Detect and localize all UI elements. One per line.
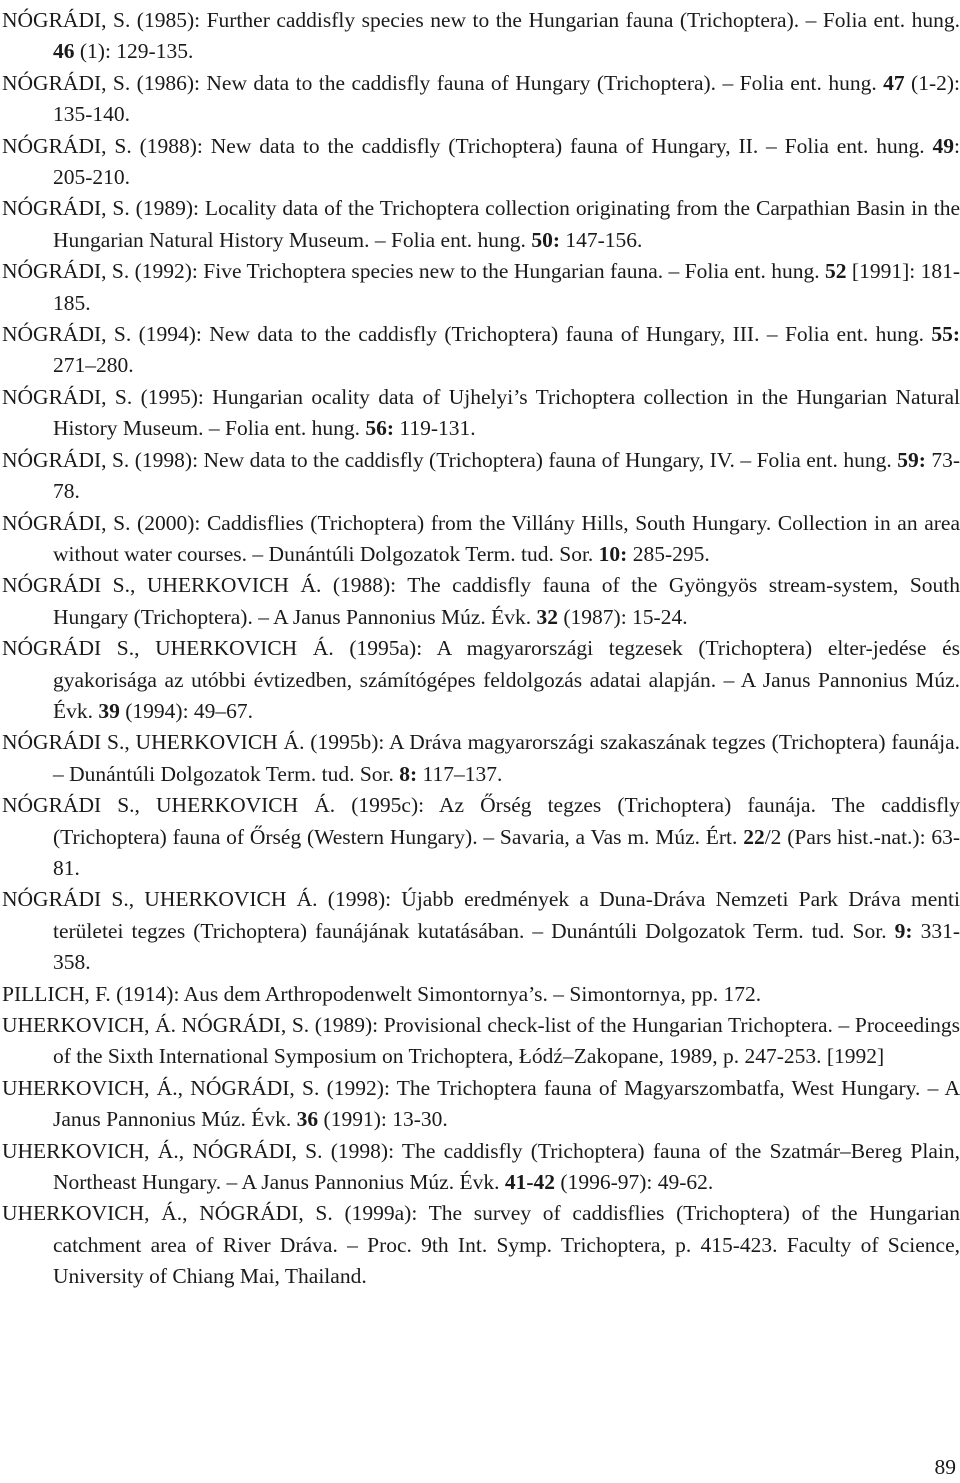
reference-text: NÓGRÁDI S., UHERKOVICH Á. (1995a): A magyarországi tegzesek (Trichoptera) elter-jedése és gyakorisága az utóbbi évtizedben, számítógépes feldolgozás adatai alapján. – A Janus Pannonius Múz. Évk.	[2, 636, 960, 723]
reference-volume: 41-42	[504, 1170, 556, 1195]
reference-volume: 32	[536, 604, 559, 629]
reference-text: NÓGRÁDI, S. (2000): Caddisflies (Trichoptera) from the Villány Hills, South Hungary. Collection in an area without water courses. – Dunántúli Dolgozatok Term. tud. Sor.	[2, 510, 960, 566]
reference-pages: 147-156.	[559, 227, 643, 252]
reference-pages: (1991): 13-30.	[318, 1107, 448, 1132]
reference-text: NÓGRÁDI, S. (1988): New data to the caddisfly (Trichoptera) fauna of Hungary, II. – Folia ent. hung.	[2, 133, 933, 158]
reference-volume: 47	[883, 70, 905, 95]
reference-text: NÓGRÁDI, S. (1989): Locality data of the Trichoptera collection originating from the Carpathian Basin in the Hungarian Natural History Museum. – Folia ent. hung.	[2, 196, 960, 252]
reference-pages: (1994): 49–67.	[119, 698, 254, 723]
reference-entry	[2, 633, 960, 727]
reference-entry	[2, 790, 960, 884]
reference-text: UHERKOVICH, Á., NÓGRÁDI, S. (1998): The caddisfly (Trichoptera) fauna of the Szatmár–Bereg Plain, Northeast Hungary. – A Janus Pannonius Múz. Évk.	[2, 1138, 960, 1195]
page-number: 89	[934, 1455, 956, 1479]
reference-pages: [1991]: 181-185.	[53, 259, 960, 315]
reference-entry	[2, 884, 960, 978]
reference-text: PILLICH, F. (1914): Aus dem Arthropodenwelt Simontornya’s. – Simontornya, pp. 172.	[2, 981, 762, 1006]
reference-volume: 55:	[931, 322, 960, 347]
reference-volume: 56:	[365, 416, 395, 441]
reference-entry	[2, 131, 960, 194]
reference-text: NÓGRÁDI S., UHERKOVICH Á. (1995b): A Dráva magyarországi szakaszának tegzes (Trichoptera) faunája. – Dunántúli Dolgozatok Term. tud. Sor.	[2, 730, 960, 786]
reference-text: NÓGRÁDI, S. (1995): Hungarian ocality data of Ujhelyi’s Trichoptera collection in the Hungarian Natural History Museum. – Folia ent. hung.	[2, 384, 960, 441]
reference-text: NÓGRÁDI S., UHERKOVICH Á. (1998): Újabb eredmények a Duna-Dráva Nemzeti Park Dráva menti területei tegzes (Trichoptera) faunájának kutatásában. – Dunántúli Dolgozatok Term. tud. Sor.	[2, 887, 960, 943]
reference-volume: 50:	[531, 227, 560, 252]
reference-text: UHERKOVICH, Á. NÓGRÁDI, S. (1989): Provisional check-list of the Hungarian Trichoptera. – Proceedings of the Sixth International Symposium on Trichoptera, Łódź–Zakopane, 1989, p. 247-253. [1992]	[2, 1013, 960, 1069]
reference-pages: (1987): 15-24.	[558, 604, 688, 629]
reference-pages: (1-2): 135-140.	[53, 70, 960, 127]
reference-pages: 119-131.	[394, 416, 476, 441]
reference-entry	[2, 1073, 960, 1136]
reference-entry	[2, 68, 960, 131]
reference-volume: 39	[98, 698, 120, 723]
reference-pages: 117–137.	[417, 761, 503, 786]
reference-entry	[2, 445, 960, 508]
reference-text: UHERKOVICH, Á., NÓGRÁDI, S. (1999a): The survey of caddisflies (Trichoptera) of the Hungarian catchment area of River Dráva. – Proc. 9th Int. Symp. Trichoptera, p. 415-423. Faculty of Science, University of Chiang Mai, Thailand.	[2, 1201, 960, 1289]
reference-text: NÓGRÁDI S., UHERKOVICH Á. (1995c): Az Őrség tegzes (Trichoptera) faunája. The caddisfly (Trichoptera) fauna of Őrség (Western Hungary). – Savaria, a Vas m. Múz. Ért.	[2, 793, 960, 849]
reference-volume: 46	[53, 39, 75, 64]
reference-entry	[2, 979, 960, 1010]
reference-entry	[2, 382, 960, 445]
reference-text: NÓGRÁDI, S. (1992): Five Trichoptera species new to the Hungarian fauna. – Folia ent. hung.	[2, 259, 826, 284]
reference-volume: 10:	[598, 541, 628, 566]
reference-volume: 49	[932, 133, 955, 158]
reference-volume: 59:	[897, 447, 926, 472]
reference-pages: 271–280.	[53, 353, 134, 378]
reference-text: NÓGRÁDI, S. (1986): New data to the caddisfly fauna of Hungary (Trichoptera). – Folia ent. hung.	[2, 70, 884, 95]
reference-entry	[2, 570, 960, 633]
reference-entry	[2, 1136, 960, 1199]
reference-entry	[2, 1010, 960, 1073]
reference-volume: 52	[825, 259, 847, 284]
reference-volume: 36	[296, 1107, 319, 1132]
reference-pages: 331-358.	[53, 918, 960, 975]
reference-entry	[2, 1198, 960, 1292]
reference-text: UHERKOVICH, Á., NÓGRÁDI, S. (1992): The Trichoptera fauna of Magyarszombatfa, West Hungary. – A Janus Pannonius Múz. Évk.	[2, 1075, 960, 1132]
reference-entry	[2, 256, 960, 319]
reference-entry	[2, 319, 960, 382]
reference-entry	[2, 727, 960, 790]
reference-pages: 73-78.	[53, 447, 960, 504]
reference-pages: /2 (Pars hist.-nat.): 63-81.	[53, 824, 960, 880]
reference-pages: : 205-210.	[53, 133, 960, 190]
reference-pages: (1): 129-135.	[74, 39, 194, 64]
reference-text: NÓGRÁDI S., UHERKOVICH Á. (1988): The caddisfly fauna of the Gyöngyös stream-system, South Hungary (Trichoptera). – A Janus Pannonius Múz. Évk.	[2, 573, 960, 629]
reference-volume: 9:	[894, 918, 913, 943]
reference-entry	[2, 193, 960, 256]
reference-pages: 285-295.	[627, 541, 710, 566]
reference-entry	[2, 508, 960, 571]
reference-list	[2, 5, 960, 1293]
reference-pages: (1996-97): 49-62.	[555, 1170, 714, 1195]
reference-volume: 22	[743, 824, 765, 849]
reference-text: NÓGRÁDI, S. (1994): New data to the caddisfly (Trichoptera) fauna of Hungary, III. – Folia ent. hung.	[2, 322, 932, 347]
reference-text: NÓGRÁDI, S. (1985): Further caddisfly species new to the Hungarian fauna (Trichoptera). – Folia ent. hung.	[2, 8, 960, 32]
reference-text: NÓGRÁDI, S. (1998): New data to the caddisfly (Trichoptera) fauna of Hungary, IV. – Folia ent. hung.	[2, 447, 898, 472]
reference-volume: 8:	[399, 761, 418, 786]
reference-entry	[2, 5, 960, 68]
